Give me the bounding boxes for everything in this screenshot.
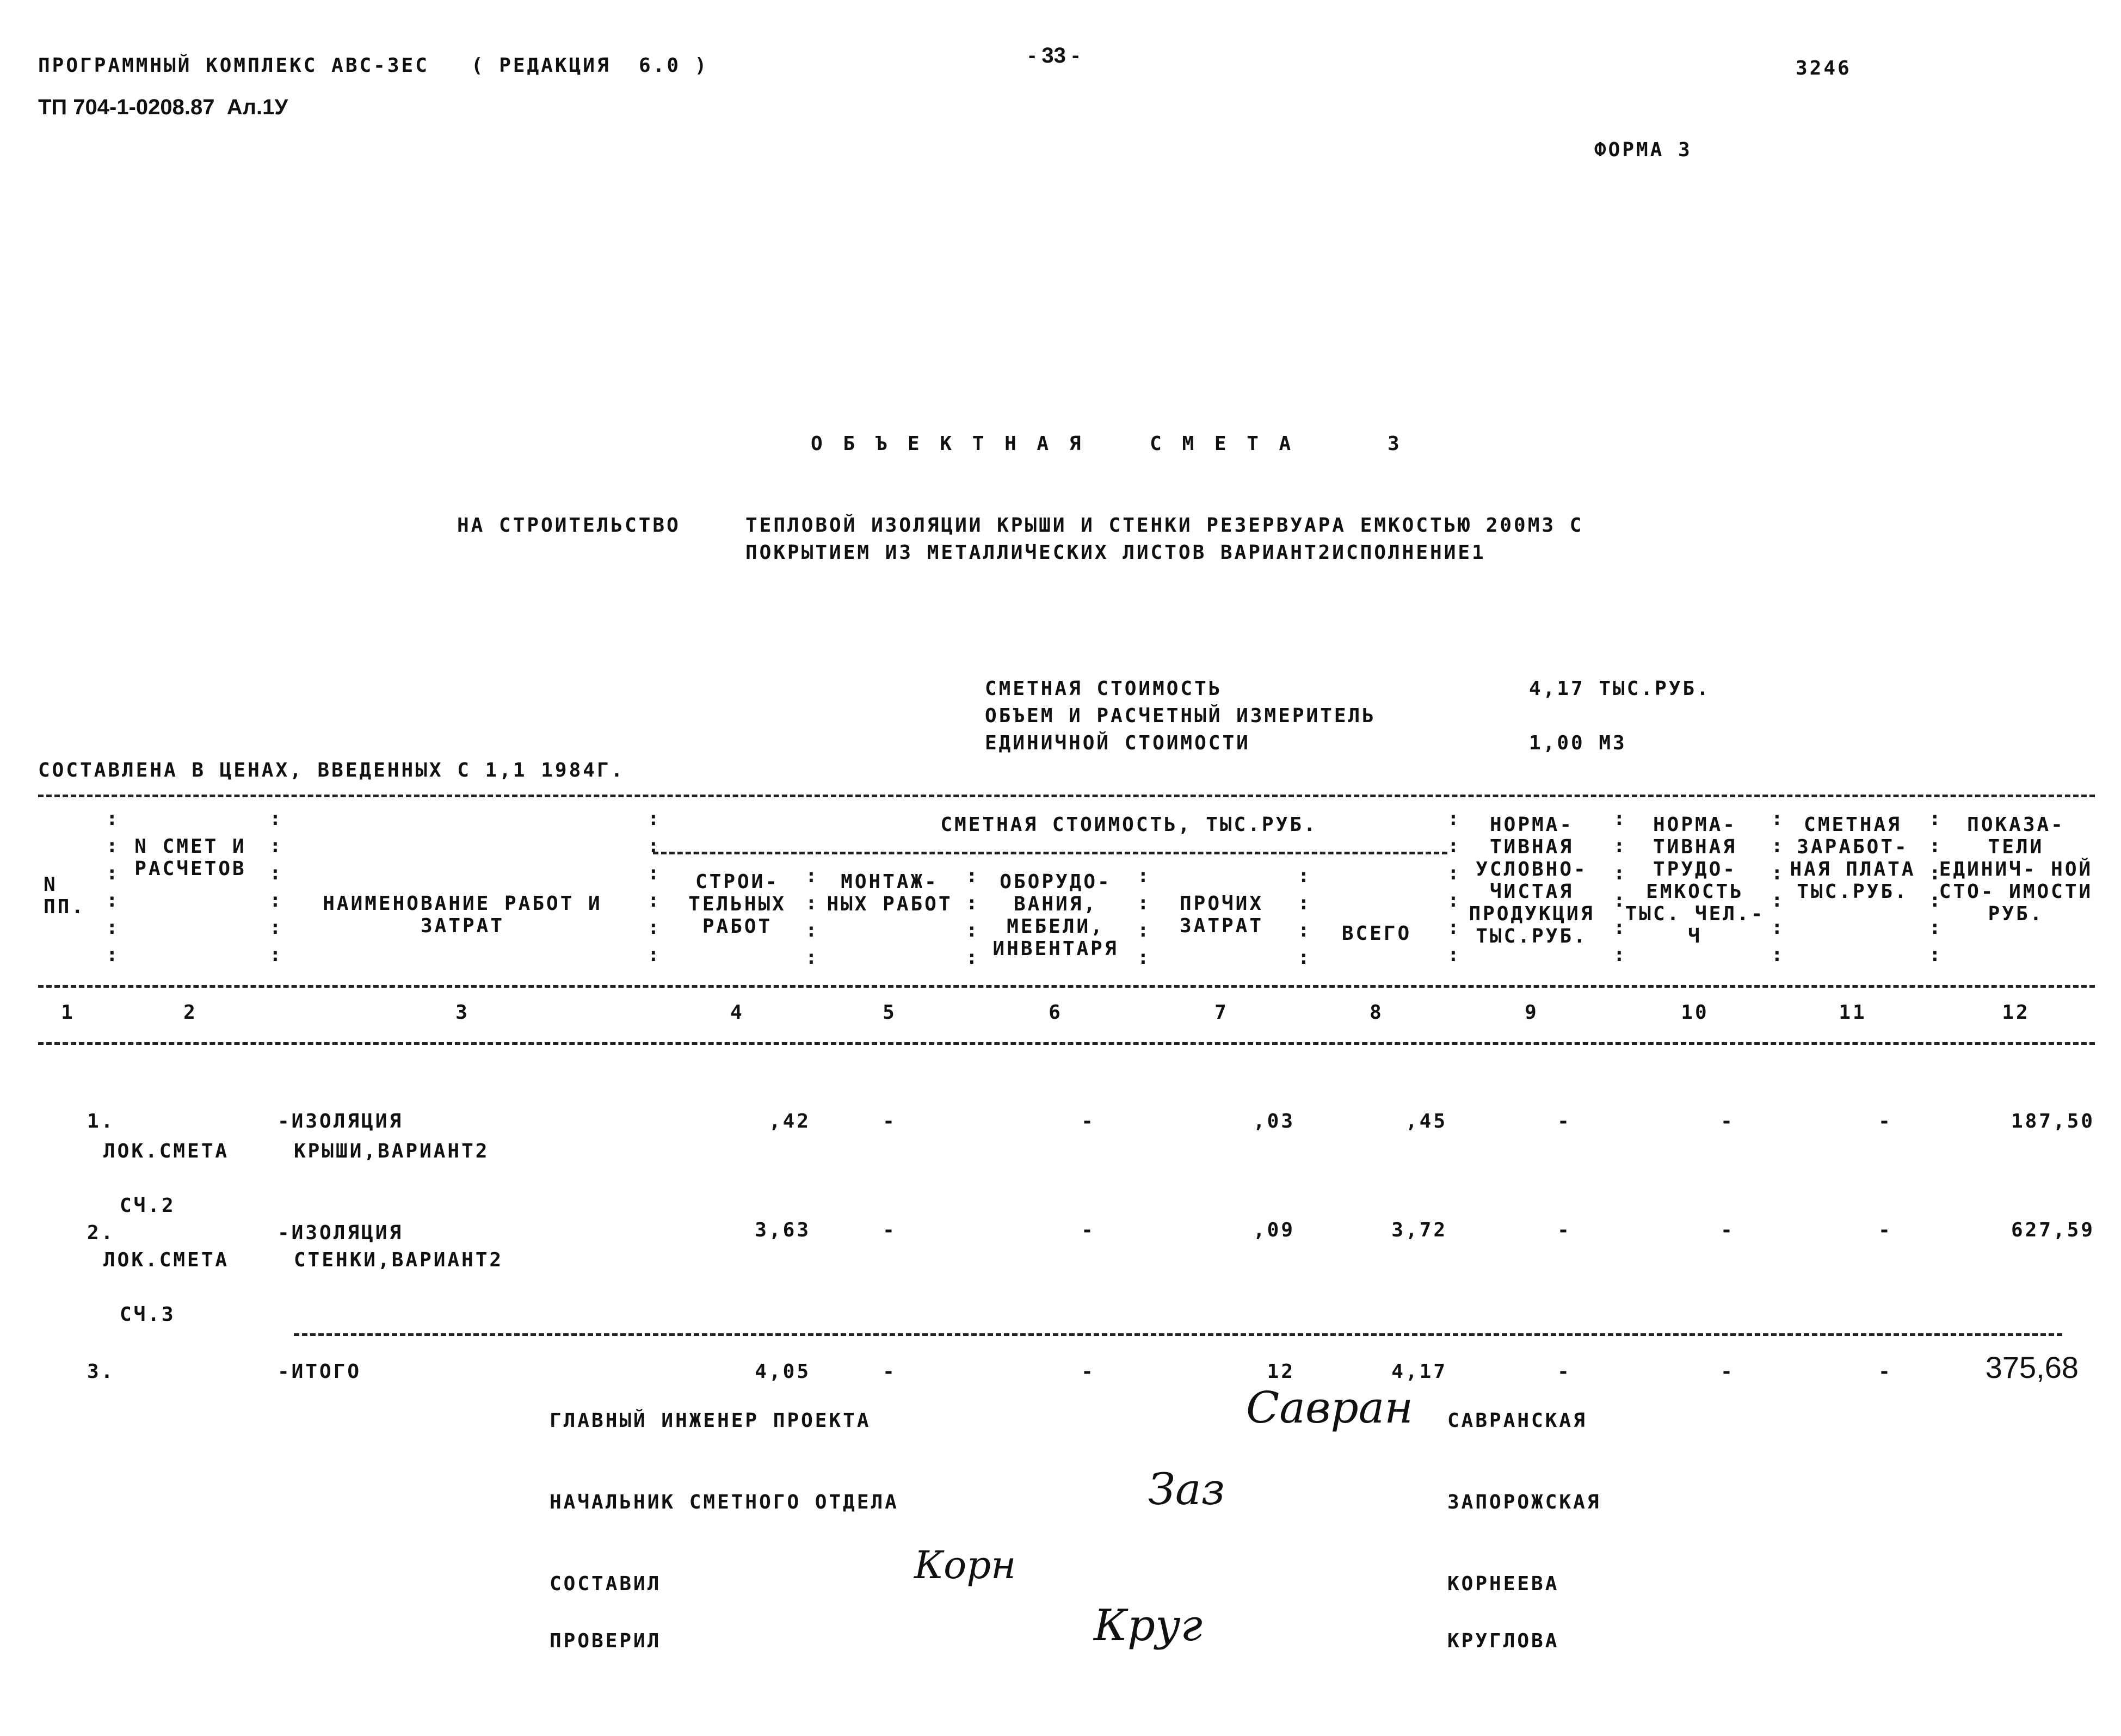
project-code: ТП 704-1-0208.87 Ал.1У bbox=[38, 95, 288, 119]
wages: - bbox=[1878, 1361, 1892, 1383]
group-header-rule bbox=[653, 852, 1447, 854]
total-cost: 3,72 bbox=[1391, 1219, 1447, 1241]
handwritten-signature: Корн bbox=[914, 1543, 1016, 1587]
wages: - bbox=[1878, 1219, 1892, 1241]
column-separator: : : : : bbox=[1137, 865, 1149, 969]
measure-label-1: ОБЪЕМ И РАСЧЕТНЫЙ ИЗМЕРИТЕЛЬ bbox=[985, 705, 1376, 727]
doc-number: СЧ.2 bbox=[120, 1195, 176, 1217]
total-rule bbox=[294, 1333, 2062, 1336]
column-numbers-rule bbox=[38, 1042, 2095, 1045]
signer-name: КРУГЛОВА bbox=[1447, 1630, 1559, 1652]
handwritten-signature: Заз bbox=[1148, 1464, 1225, 1515]
prices-note: СОСТАВЛЕНА В ЦЕНАХ, ВВЕДЕННЫХ С 1,1 1984Г. bbox=[38, 759, 625, 781]
column-separator: : : : : bbox=[966, 865, 978, 969]
subject-line-2: ПОКРЫТИЕМ ИЗ МЕТАЛЛИЧЕСКИХ ЛИСТОВ ВАРИАНТ2ИСПОЛНЕНИЕ1 bbox=[745, 541, 1486, 564]
installation-cost: - bbox=[883, 1219, 897, 1241]
header-bottom-rule bbox=[38, 985, 2095, 988]
labor-intensity: - bbox=[1721, 1110, 1735, 1132]
col-header-10: НОРМА- ТИВНАЯ ТРУДО- ЕМКОСТЬ ТЫС. ЧЕЛ.-Ч bbox=[1625, 814, 1765, 947]
program-header: ПРОГРАММНЫЙ КОМПЛЕКС АВС-3ЕС ( РЕДАКЦИЯ 6.0 ) bbox=[38, 54, 709, 77]
equipment-cost: - bbox=[1081, 1110, 1095, 1132]
unit-cost: 627,59 bbox=[2011, 1219, 2095, 1241]
work-name-line-1: -ИТОГО bbox=[278, 1361, 362, 1383]
column-number: 4 bbox=[730, 1001, 744, 1024]
document-title: О Б Ъ Е К Т Н А Я С М Е Т А bbox=[811, 433, 1296, 455]
column-separator: : : : : bbox=[805, 865, 817, 969]
column-number: 5 bbox=[883, 1001, 897, 1024]
column-number: 8 bbox=[1370, 1001, 1384, 1024]
installation-cost: - bbox=[883, 1110, 897, 1132]
col-header-9: НОРМА- ТИВНАЯ УСЛОВНО- ЧИСТАЯ ПРОДУКЦИЯ ТЫС.РУБ. bbox=[1469, 814, 1595, 947]
column-separator: : : : : : : bbox=[648, 808, 659, 966]
construction-cost: ,42 bbox=[768, 1110, 811, 1132]
col-header-11: СМЕТНАЯ ЗАРАБОТ- НАЯ ПЛАТА ТЫС.РУБ. bbox=[1790, 814, 1916, 903]
column-number: 2 bbox=[183, 1001, 198, 1024]
col-header-4: СТРОИ- ТЕЛЬНЫХ РАБОТ bbox=[688, 871, 786, 938]
signer-role: ПРОВЕРИЛ bbox=[550, 1630, 662, 1652]
column-separator: : : : : bbox=[1298, 865, 1310, 969]
column-number: 1 bbox=[61, 1001, 75, 1024]
work-name-line-2: СТЕНКИ,ВАРИАНТ2 bbox=[294, 1249, 504, 1271]
net-product: - bbox=[1557, 1110, 1571, 1132]
signer-name: КОРНЕЕВА bbox=[1447, 1573, 1559, 1595]
other-cost: 12 bbox=[1267, 1361, 1295, 1383]
work-name-line-1: -ИЗОЛЯЦИЯ bbox=[278, 1110, 404, 1132]
other-cost: ,03 bbox=[1253, 1110, 1295, 1132]
net-product: - bbox=[1557, 1361, 1571, 1383]
measure-label-2: ЕДИНИЧНОЙ СТОИМОСТИ bbox=[985, 732, 1250, 754]
sheet-code: 3246 bbox=[1796, 57, 1852, 79]
group-header: СМЕТНАЯ СТОИМОСТЬ, ТЫС.РУБ. bbox=[940, 814, 1318, 836]
column-number: 10 bbox=[1681, 1001, 1709, 1024]
equipment-cost: - bbox=[1081, 1219, 1095, 1241]
signer-name: САВРАНСКАЯ bbox=[1447, 1409, 1587, 1432]
subject-label: НА СТРОИТЕЛЬСТВО bbox=[457, 514, 681, 537]
column-number: 3 bbox=[455, 1001, 470, 1024]
unit-cost: 187,50 bbox=[2011, 1110, 2095, 1132]
handwritten-signature: Круг bbox=[1094, 1600, 1203, 1651]
row-number: 3. bbox=[87, 1361, 115, 1383]
work-name-line-1: -ИЗОЛЯЦИЯ bbox=[278, 1222, 404, 1244]
labor-intensity: - bbox=[1721, 1219, 1735, 1241]
cost-label: СМЕТНАЯ СТОИМОСТЬ bbox=[985, 678, 1223, 700]
equipment-cost: - bbox=[1081, 1361, 1095, 1383]
column-separator: : : : : : : bbox=[269, 808, 281, 966]
signer-name: ЗАПОРОЖСКАЯ bbox=[1447, 1491, 1601, 1513]
column-number: 9 bbox=[1525, 1001, 1539, 1024]
construction-cost: 3,63 bbox=[755, 1219, 811, 1241]
installation-cost: - bbox=[883, 1361, 897, 1383]
column-separator: : : : : : : bbox=[1771, 808, 1783, 966]
wages: - bbox=[1878, 1110, 1892, 1132]
signer-role: НАЧАЛЬНИК СМЕТНОГО ОТДЕЛА bbox=[550, 1491, 899, 1513]
total-cost: 4,17 bbox=[1391, 1361, 1447, 1383]
col-header-3: НАИМЕНОВАНИЕ РАБОТ И ЗАТРАТ bbox=[323, 892, 602, 937]
column-number: 11 bbox=[1839, 1001, 1867, 1024]
col-header-7: ПРОЧИХ ЗАТРАТ bbox=[1179, 892, 1264, 937]
col-header-8: ВСЕГО bbox=[1341, 922, 1412, 945]
work-name-line-2: КРЫШИ,ВАРИАНТ2 bbox=[294, 1140, 490, 1162]
doc-number: СЧ.3 bbox=[120, 1303, 176, 1326]
page-number: - 33 - bbox=[1028, 44, 1080, 67]
signer-role: ГЛАВНЫЙ ИНЖЕНЕР ПРОЕКТА bbox=[550, 1409, 871, 1432]
doc-type: ЛОК.СМЕТА bbox=[103, 1140, 230, 1162]
col-header-1: N ПП. bbox=[44, 873, 86, 918]
column-separator: : : : : : : bbox=[106, 808, 118, 966]
document-number: 3 bbox=[1388, 433, 1402, 455]
signer-role: СОСТАВИЛ bbox=[550, 1573, 662, 1595]
column-number: 12 bbox=[2002, 1001, 2030, 1024]
construction-cost: 4,05 bbox=[755, 1361, 811, 1383]
col-header-2: N СМЕТ И РАСЧЕТОВ bbox=[134, 835, 246, 880]
measure-value: 1,00 М3 bbox=[1529, 732, 1627, 754]
total-cost: ,45 bbox=[1405, 1110, 1447, 1132]
net-product: - bbox=[1557, 1219, 1571, 1241]
table-top-rule bbox=[38, 795, 2095, 797]
column-number: 6 bbox=[1049, 1001, 1063, 1024]
cost-value: 4,17 ТЫС.РУБ. bbox=[1529, 678, 1711, 700]
column-separator: : : : : : : bbox=[1613, 808, 1625, 966]
column-separator: : : : : : : bbox=[1447, 808, 1459, 966]
subject-line-1: ТЕПЛОВОЙ ИЗОЛЯЦИИ КРЫШИ И СТЕНКИ РЕЗЕРВУАРА ЕМКОСТЬЮ 200М3 С bbox=[745, 514, 1584, 537]
form-label: ФОРМА 3 bbox=[1594, 139, 1692, 161]
col-header-5: МОНТАЖ- НЫХ РАБОТ bbox=[827, 871, 953, 915]
other-cost: ,09 bbox=[1253, 1219, 1295, 1241]
handwritten-signature: Савран bbox=[1246, 1382, 1414, 1433]
unit-cost: 375,68 bbox=[1985, 1350, 2079, 1384]
col-header-6: ОБОРУДО- ВАНИЯ, МЕБЕЛИ, ИНВЕНТАРЯ bbox=[992, 871, 1119, 960]
row-number: 1. bbox=[87, 1110, 115, 1132]
row-number: 2. bbox=[87, 1222, 115, 1244]
col-header-12: ПОКАЗА- ТЕЛИ ЕДИНИЧ- НОЙ СТО- ИМОСТИ РУБ. bbox=[1939, 814, 2093, 925]
column-number: 7 bbox=[1214, 1001, 1229, 1024]
column-separator: : : : : : : bbox=[1929, 808, 1941, 966]
doc-type: ЛОК.СМЕТА bbox=[103, 1249, 230, 1271]
labor-intensity: - bbox=[1721, 1361, 1735, 1383]
